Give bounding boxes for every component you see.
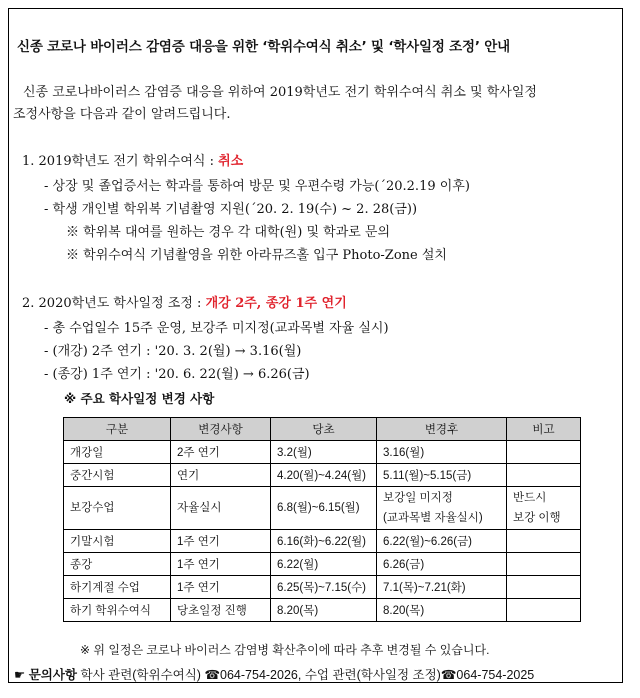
cell-remark (507, 530, 581, 553)
cell-category: 하기계절 수업 (64, 576, 171, 599)
contact-class: 수업 관련(학사일정 조정)☎064-754-2025 (304, 668, 535, 682)
cell-change: 자율실시 (171, 487, 271, 530)
section2-heading-text: 2. 2020학년도 학사일정 조정 : (22, 296, 206, 311)
section1-bullet-1: - 상장 및 졸업증서는 학과를 통하여 방문 및 우편수령 가능(´20.2.19 이후) (44, 179, 470, 194)
cell-category: 기말시험 (64, 530, 171, 553)
cell-revised: 3.16(월) (377, 441, 507, 464)
cell-remark (507, 553, 581, 576)
cell-remark (507, 576, 581, 599)
cell-remark (507, 599, 581, 622)
cell-original: 8.20(목) (271, 599, 377, 622)
cell-revised: 6.26(금) (377, 553, 507, 576)
cell-change: 1주 연기 (171, 530, 271, 553)
table-row (64, 576, 581, 599)
section1-note-2: ※ 학위수여식 기념촬영을 위한 아라뮤즈홀 입구 Photo-Zone 설치 (66, 248, 447, 263)
section1-heading (22, 150, 243, 169)
cell-change: 1주 연기 (171, 553, 271, 576)
contact-label: 문의사항 (28, 668, 78, 682)
table-header-row (64, 418, 581, 441)
cell-original: 6.16(화)~6.22(월) (271, 530, 377, 553)
cell-change: 2주 연기 (171, 441, 271, 464)
header-revised: 변경후 (377, 418, 507, 441)
cell-revised: 5.11(월)~5.15(금) (377, 464, 507, 487)
section1-bullet-2: - 학생 개인별 학위복 기념촬영 지원(´20. 2. 19(수) ~ 2. 28(금)) (44, 202, 418, 217)
cell-change: 당초일정 진행 (171, 599, 271, 622)
section2-bullet-2: - (개강) 2주 연기 : '20. 3. 2(월) → 3.16(월) (44, 344, 302, 359)
section2-bullet-3: - (종강) 1주 연기 : '20. 6. 22(월) → 6.26(금) (44, 367, 310, 382)
schedule-subheading: ※ 주요 학사일정 변경 사항 (64, 391, 215, 406)
table-row (64, 441, 581, 464)
cell-original: 3.2(월) (271, 441, 377, 464)
header-category: 구분 (64, 418, 171, 441)
section1-note-1: ※ 학위복 대여를 원하는 경우 각 대학(원) 및 학과로 문의 (66, 225, 391, 240)
cell-change: 연기 (171, 464, 271, 487)
table-row (64, 553, 581, 576)
contact-info (14, 665, 534, 683)
cell-revised-line-1: 보강일 미지정 (383, 492, 453, 504)
cell-category: 종강 (64, 553, 171, 576)
cell-original: 6.22(월) (271, 553, 377, 576)
cell-original: 4.20(월)~4.24(월) (271, 464, 377, 487)
section1-status: 취소 (218, 154, 244, 169)
cell-remark-line-1: 반드시 (513, 492, 547, 504)
cell-remark (507, 441, 581, 464)
intro-line-2: 조정사항을 다음과 같이 알려드립니다. (13, 107, 231, 122)
cell-revised-line-2: (교과목별 자율실시) (383, 512, 483, 524)
cell-category: 보강수업 (64, 487, 171, 530)
cell-remark-line-2: 보강 이행 (513, 512, 561, 524)
cell-category: 중간시험 (64, 464, 171, 487)
contact-academic: 학사 관련(학위수여식) ☎064-754-2026, (80, 668, 302, 682)
table-row (64, 599, 581, 622)
cell-revised: 6.22(월)~6.26(금) (377, 530, 507, 553)
section1-heading-text: 1. 2019학년도 전기 학위수여식 : (22, 154, 219, 169)
cell-category: 개강일 (64, 441, 171, 464)
header-remark: 비고 (507, 418, 581, 441)
section2-bullet-1: - 총 수업일수 15주 운영, 보강주 미지정(교과목별 자율 실시) (44, 321, 389, 336)
table-row (64, 530, 581, 553)
cell-remark (507, 464, 581, 487)
cell-category: 하기 학위수여식 (64, 599, 171, 622)
schedule-table (63, 417, 581, 622)
cell-change: 1주 연기 (171, 576, 271, 599)
cell-original: 6.25(목)~7.15(수) (271, 576, 377, 599)
table-row (64, 487, 581, 530)
header-original: 당초 (271, 418, 377, 441)
table-row (64, 464, 581, 487)
section2-heading (22, 292, 347, 311)
pointing-hand-icon: ☛ (14, 668, 26, 682)
section2-status: 개강 2주, 종강 1주 연기 (205, 296, 347, 311)
header-change: 변경사항 (171, 418, 271, 441)
cell-revised (377, 487, 507, 530)
cell-original: 6.8(월)~6.15(월) (271, 487, 377, 530)
intro-line-1: 신종 코로나바이러스 감염증 대응을 위하여 2019학년도 전기 학위수여식 취소 및 학사일정 (23, 85, 537, 100)
cell-revised: 7.1(목)~7.21(화) (377, 576, 507, 599)
schedule-footnote: ※ 위 일정은 코로나 바이러스 감염병 확산추이에 따라 추후 변경될 수 있습니다. (80, 643, 490, 657)
notice-title: 신종 코로나 바이러스 감염증 대응을 위한 ‘학위수여식 취소’ 및 ‘학사일정 조정’ 안내 (17, 39, 510, 55)
cell-revised: 8.20(목) (377, 599, 507, 622)
cell-remark (507, 487, 581, 530)
